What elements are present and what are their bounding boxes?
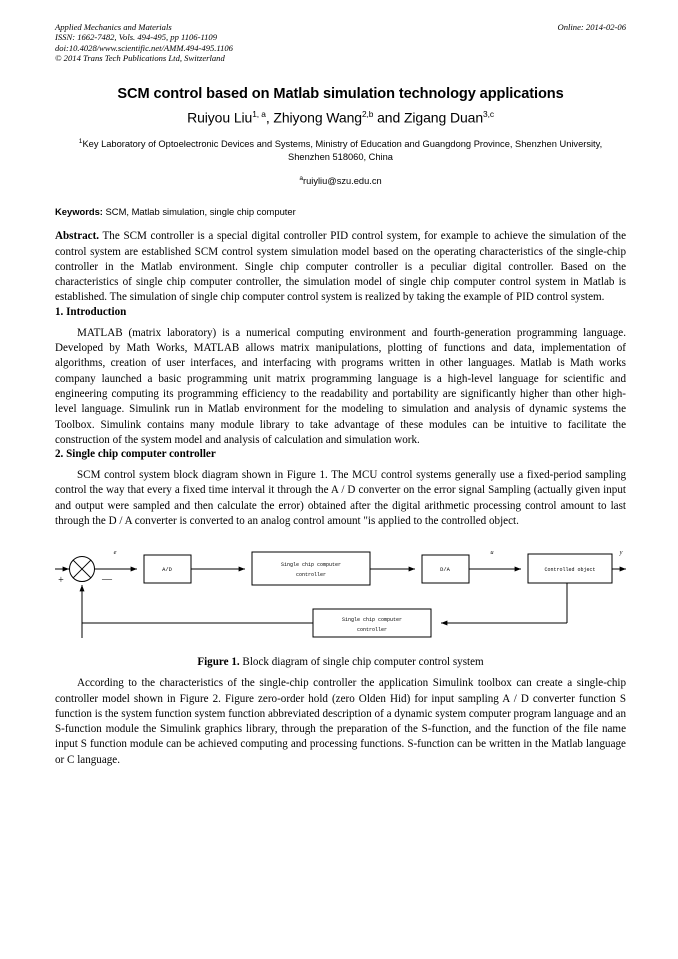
paper-title: SCM control based on Matlab simulation technology applications xyxy=(117,86,564,102)
affiliation-marker: 1 xyxy=(78,137,83,145)
figure-1-caption-label: Figure 1. xyxy=(197,656,240,669)
abstract-label: Abstract. xyxy=(55,230,100,243)
figure-1 xyxy=(55,541,626,653)
issn-line: ISSN: 1662-7482, Vols. 494-495, pp 1106-1109 xyxy=(55,32,217,43)
figure-1-caption xyxy=(55,656,626,668)
section-paragraph-introduction: MATLAB (matrix laboratory) is a numerical computing environment and fourth-generation programming language. Developed by Math Works, MATLAB allows matrix manipulations, plotting of functions and data, implementation of algorithms, creation of user interfaces, and interfacing with programs written in other languages. Matlab is Math works company launched a basic programming unit matrix programming language is a high-level language for scientific and engineering computing its programming efficiency to the readability and portability are significantly higher than other high-level language. Simulink run in Matlab environment for the modeling to simulation and analysis of dynamic systems the Toolbox. Simulink contains many module library to take advantage of these modules can be intuitive to facilitate the construction of the system model and analysis of calculation and simulation work. xyxy=(55,326,626,446)
abstract-block xyxy=(55,229,626,305)
block-feedback-label-line2: controller xyxy=(356,627,388,634)
author-1-affiliation-marker: 1, a xyxy=(252,109,266,119)
author-1-name: Ruiyou Liu xyxy=(187,109,253,126)
email-marker: a xyxy=(299,175,303,183)
block-scm-controller-label-line2: controller xyxy=(295,572,327,579)
block-feedback-label-line1: Single chip computer xyxy=(341,617,403,624)
keywords-value: SCM, Matlab simulation, single chip computer xyxy=(102,206,296,218)
author-2-affiliation-marker: 2,b xyxy=(361,109,374,119)
online-date: Online: 2014-02-06 xyxy=(557,22,626,32)
summing-junction-minus-sign: — xyxy=(102,574,112,586)
doi-line: doi:10.4028/www.scientific.net/AMM.494-495.1106 xyxy=(55,42,233,53)
block-scm-controller xyxy=(252,552,370,585)
block-ad-label: A/D xyxy=(162,567,172,574)
affiliation-block xyxy=(55,135,626,165)
keywords-block xyxy=(55,206,626,217)
section-heading-introduction: 1. Introduction xyxy=(55,305,127,318)
closing-paragraph: According to the characteristics of the single-chip controller the application Simulink toolbox can create a single-chip controller model shown in Figure 2. Figure zero-order hold (zero Olden Hid) for input sampling A / D converter function S function is the system function system function abbreviated description of a dynamic system computer program language and an S-function module the Simulink graphics library, through the preparation of the S-function, and the function of the file name input S function module can be achieved computing and processing functions. S-function can be written in the Matlab language or C language. xyxy=(55,677,626,766)
publication-header xyxy=(55,22,626,74)
publication-info xyxy=(55,22,475,63)
author-list xyxy=(55,109,626,126)
contact-email-block xyxy=(55,175,626,186)
block-diagram-svg xyxy=(55,541,626,649)
summing-junction-plus-sign: + xyxy=(58,575,64,587)
section-paragraph-single-chip-computer-controller: SCM control system block diagram shown in Figure 1. The MCU control systems generally use a fixed-period sampling control the way that every a fixed time interval it through the A / D converter on the error signal Sampling (actually given input and output were sampled and then calculate the error) obtained after the digital arithmetic processing control amount to last through the D / A converter is converted to an analog control amount "is applied to the controlled object. xyxy=(55,469,626,527)
block-controlled-object-label: Controlled object xyxy=(544,567,596,574)
author-3-affiliation-marker: 3,c xyxy=(483,109,494,119)
figure-1-caption-text: Block diagram of single chip computer control system xyxy=(239,656,484,669)
author-separator-1: , xyxy=(265,109,274,126)
journal-name: Applied Mechanics and Materials xyxy=(55,22,172,32)
contact-email[interactable]: ruiyliu@szu.edu.cn xyxy=(302,176,382,187)
signal-label-control: u xyxy=(490,549,494,557)
abstract-text: The SCM controller is a special digital controller PID control system, for example to achieve the simulation of the control system are established SCM control system simulation model based on the operating characteristics of the single-chip controller in the Matlab environment. Single chip computer controller is a peculiar digital controller. Based on the characteristics of single chip computer controller, the simulation model of single chip computer control system in Matlab is established. The simulation of single chip computer control system is realized by taking the example of PID control system. xyxy=(55,230,626,304)
author-separator-2: and xyxy=(373,109,404,126)
author-3-name: Zigang Duan xyxy=(403,109,484,126)
signal-label-output: y xyxy=(619,549,623,557)
author-2-name: Zhiyong Wang xyxy=(273,109,362,126)
block-scm-controller-label-line1: Single chip computer xyxy=(280,562,342,569)
affiliation-line-2: Province, Shenzhen University, Shenzhen 518060, China xyxy=(288,138,603,162)
keywords-label: Keywords: xyxy=(55,206,103,218)
signal-label-error: e xyxy=(113,549,117,557)
copyright-line: © 2014 Trans Tech Publications Ltd, Switzerland xyxy=(55,52,225,63)
section-heading-single-chip-computer-controller: 2. Single chip computer controller xyxy=(55,448,216,461)
block-da-label: D/A xyxy=(440,567,450,574)
affiliation-line-1: Key Laboratory of Optoelectronic Devices and Systems, Ministry of Education and Guangdong xyxy=(82,138,472,149)
